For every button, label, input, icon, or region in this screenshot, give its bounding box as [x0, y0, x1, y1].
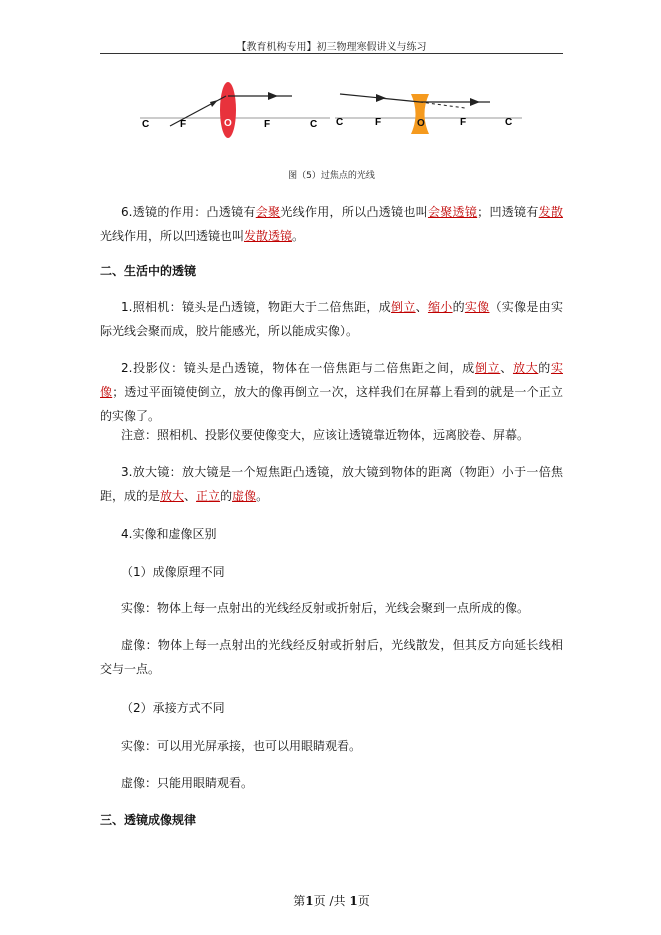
header-rule — [100, 53, 563, 54]
paragraph-projector — [100, 356, 563, 428]
paragraph-camera — [100, 295, 563, 343]
right-extension-line — [420, 102, 465, 108]
right-label-o: O — [417, 118, 425, 129]
figure-caption: 图（5）过焦点的光线 — [288, 171, 375, 181]
text-segment: 的 — [452, 300, 465, 314]
text-segment: （实像是由实际光线会聚而成，胶片能感光，所以能成实像）。 — [100, 300, 563, 338]
page-footer — [100, 892, 563, 909]
total-pages: 1 — [349, 894, 358, 908]
left-label-c2: C — [310, 119, 318, 130]
text-segment: 2.投影仪：镜头是凸透镜，物体在一倍焦距与二倍焦距之间，成 — [121, 361, 475, 375]
footer-text: 页 — [357, 894, 370, 908]
text-segment: 光线作用，所以凹透镜也叫 — [100, 229, 245, 243]
text-segment: 的 — [220, 489, 233, 503]
answer-blank: 发散 — [538, 205, 563, 219]
right-ray-arrow-1 — [376, 94, 386, 102]
answer-blank: 缩小 — [427, 300, 453, 314]
left-ray-arrow-1 — [210, 100, 218, 107]
left-label-o: O — [224, 118, 232, 129]
answer-blank: 虚像 — [232, 489, 257, 503]
page-header: 【教育机构专用】初三物理寒假讲义与练习 — [236, 42, 427, 53]
text-segment: ；凹透镜有 — [477, 205, 539, 219]
right-label-c1: C — [336, 117, 344, 128]
answer-blank: 倒立 — [391, 300, 416, 314]
text-segment: 6.透镜的作用：凸透镜有 — [121, 205, 256, 219]
answer-blank: 实像 — [464, 300, 490, 314]
left-label-f1: F — [180, 119, 187, 130]
answer-blank: 发散透镜 — [244, 229, 293, 243]
subheading-principle: （1）成像原理不同 — [121, 565, 225, 579]
right-label-c2: C — [505, 117, 513, 128]
left-label-f2: F — [264, 119, 271, 130]
left-ray-arrow-2 — [268, 92, 278, 100]
paragraph-magnifier — [100, 460, 563, 508]
answer-blank: 放大 — [512, 361, 539, 375]
subheading-receiving: （2）承接方式不同 — [121, 701, 225, 715]
answer-blank: 实像 — [100, 361, 563, 399]
text-segment: 的 — [538, 361, 551, 375]
right-ray-arrow-2 — [470, 98, 480, 106]
footer-text: 第 — [293, 894, 306, 908]
left-incident-ray — [170, 96, 226, 126]
answer-blank: 会聚透镜 — [427, 205, 478, 219]
right-label-f1: F — [375, 117, 382, 128]
right-label-f2: F — [460, 117, 467, 128]
paragraph-lens-function — [100, 200, 563, 248]
paragraph-real-image-receiving: 实像：可以用光屏承接，也可以用眼睛观看。 — [121, 739, 362, 753]
lens-figure — [130, 80, 530, 140]
section-heading-3: 三、透镜成像规律 — [100, 813, 197, 827]
text-segment: 1.照相机：镜头是凸透镜，物距大于二倍焦距，成 — [121, 300, 392, 314]
left-label-c1: C — [142, 119, 150, 130]
paragraph-real-virtual: 4.实像和虚像区别 — [121, 527, 217, 541]
convex-lens — [220, 82, 236, 138]
answer-blank: 正立 — [196, 489, 221, 503]
text-segment: ；透过平面镜使倒立，放大的像再倒立一次，这样我们在屏幕上看到的就是一个正立的实像了。 — [100, 385, 563, 423]
paragraph-note: 注意：照相机、投影仪要使像变大，应该让透镜靠近物体，远离胶卷、屏幕。 — [121, 428, 530, 442]
text-segment: 。 — [256, 489, 269, 503]
paragraph-virtual-image-receiving: 虚像：只能用眼睛观看。 — [121, 776, 254, 790]
page-number: 1 — [305, 894, 314, 908]
paragraph-real-image-principle: 实像：物体上每一点射出的光线经反射或折射后，光线会聚到一点所成的像。 — [121, 601, 530, 615]
text-segment: 、 — [500, 361, 513, 375]
text-segment: 。 — [292, 229, 305, 243]
answer-blank: 倒立 — [474, 361, 501, 375]
text-segment: 3.放大镜：放大镜是一个短焦距凸透镜，放大镜到物体的距离（物距）小于一倍焦距，成的是 — [100, 465, 563, 503]
text-segment: 、 — [184, 489, 197, 503]
paragraph-virtual-image-principle: 虚像：物体上每一点射出的光线经反射或折射后，光线散发，但其反方向延长线相交与一点。 — [100, 638, 563, 676]
answer-blank: 会聚 — [255, 205, 281, 219]
text-segment: 、 — [415, 300, 428, 314]
text-segment: 光线作用，所以凸透镜也叫 — [280, 205, 428, 219]
answer-blank: 放大 — [160, 489, 185, 503]
footer-text: 页 /共 — [313, 894, 350, 908]
section-heading-2: 二、生活中的透镜 — [100, 264, 197, 278]
